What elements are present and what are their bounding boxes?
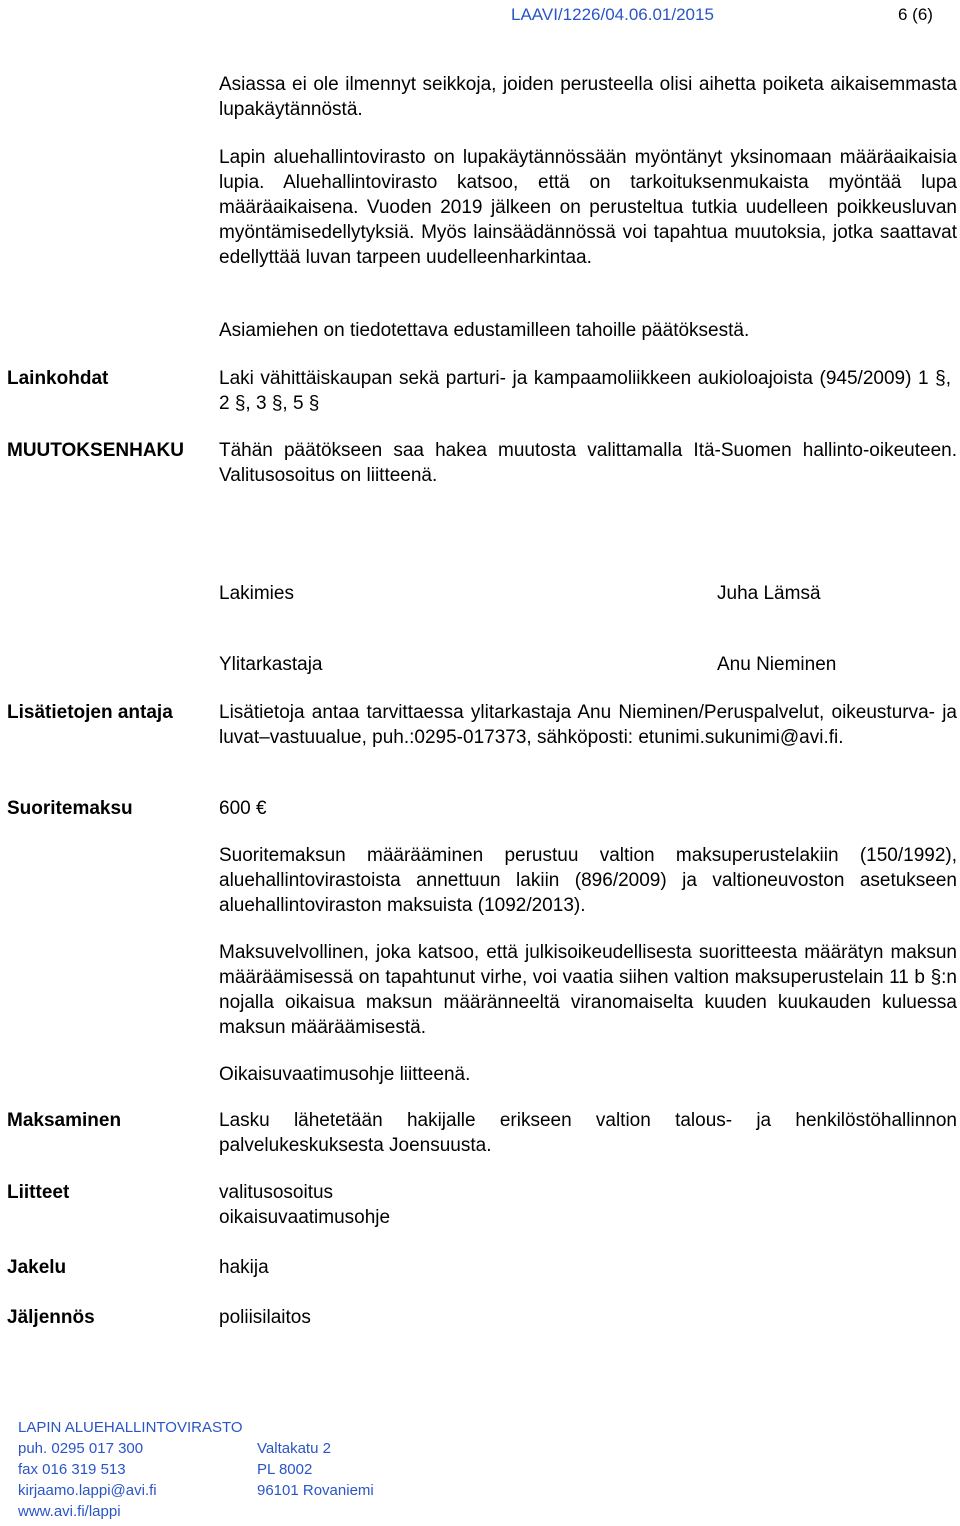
jakelu-text: hakija: [219, 1257, 269, 1278]
maksaminen-label: Maksaminen: [7, 1110, 122, 1131]
lainkohdat-text: Laki vähittäiskaupan sekä parturi- ja kampaamoliikkeen aukioloajoista (945/2009) 1 §, 2 §, 3 §, 5 §: [219, 368, 951, 414]
signature-title-inspector: Ylitarkastaja: [219, 654, 323, 675]
document-reference: LAAVI/1226/04.06.01/2015: [511, 5, 714, 24]
signature-name-inspector: Anu Nieminen: [717, 654, 837, 675]
footer-fax: fax 016 319 513: [18, 1461, 126, 1478]
footer-email: kirjaamo.lappi@avi.fi: [18, 1482, 157, 1499]
footer-website: www.avi.fi/lappi: [18, 1503, 121, 1520]
footer-postal: 96101 Rovaniemi: [257, 1482, 374, 1499]
footer-street: Valtakatu 2: [257, 1440, 331, 1457]
footer-pobox: PL 8002: [257, 1461, 313, 1478]
muutoksenhaku-label: MUUTOKSENHAKU: [7, 440, 184, 461]
liitteet-list: [219, 1180, 957, 1230]
paragraph-fixed-term-permits: Lapin aluehallintovirasto on lupakäytännössään myöntänyt yksinomaan määräaikaisia lupia. Aluehallintovirasto katsoo, että on tarkoituksenmukaista myöntää lupa määräaikaisena. Vuoden 2019 jälkeen on perusteltua tutkia uudelleen poikkeusluvan myöntämisedellytyksiä. Myös lainsäädännössä voi tapahtua muutoksia, jotka saattavat edellyttää luvan tarpeen uudelleenharkintaa.: [219, 147, 957, 268]
jaljennos-text: poliisilaitos: [219, 1307, 311, 1328]
footer-phone: puh. 0295 017 300: [18, 1440, 144, 1457]
footer-organization: LAPIN ALUEHALLINTOVIRASTO: [18, 1419, 243, 1436]
signature-name-lawyer: Juha Lämsä: [717, 583, 821, 604]
suoritemaksu-amount: 600 €: [219, 798, 267, 819]
attachment-item: oikaisuvaatimusohje: [219, 1207, 391, 1228]
suoritemaksu-instructions-note: Oikaisuvaatimusohje liitteenä.: [219, 1064, 471, 1085]
suoritemaksu-basis-text: Suoritemaksun määrääminen perustuu valtion maksuperustelakiin (150/1992), aluehallintovirastoista annettuun lakiin (896/2009) ja valtioneuvoston asetukseen aluehallintoviraston maksuista (1092/2013).: [219, 845, 957, 916]
jaljennos-label: Jäljennös: [7, 1307, 95, 1328]
maksaminen-text: Lasku lähetetään hakijalle erikseen valtion talous- ja henkilöstöhallinnon palvelukeskuksesta Joensuusta.: [219, 1110, 957, 1156]
signature-title-lawyer: Lakimies: [219, 583, 294, 604]
jakelu-label: Jakelu: [7, 1257, 67, 1278]
liitteet-label: Liitteet: [7, 1182, 70, 1203]
lisatietojen-label: Lisätietojen antaja: [7, 702, 173, 723]
lisatietojen-text: Lisätietoja antaa tarvittaessa ylitarkastaja Anu Nieminen/Peruspalvelut, oikeusturva- ja luvat–vastuualue, puh.:0295-017373, sähköposti: etunimi.sukunimi@avi.fi.: [219, 702, 957, 748]
suoritemaksu-correction-text: Maksuvelvollinen, joka katsoo, että julkisoikeudellisesta suoritteesta määrätyn maksun määräämisessä on tapahtunut virhe, voi vaatia siihen valtion maksuperustelain 11 b §:n nojalla oikaisua maksun määränneeltä viranomaiselta kuuden kuukauden kuluessa maksun määräämisestä.: [219, 942, 957, 1038]
attachment-item: valitusosoitus: [219, 1182, 334, 1203]
suoritemaksu-label: Suoritemaksu: [7, 798, 133, 819]
paragraph-agent-notice: Asiamiehen on tiedotettava edustamilleen tahoille päätöksestä.: [219, 320, 750, 341]
page-number: 6 (6): [898, 5, 933, 24]
paragraph-no-exceptions: Asiassa ei ole ilmennyt seikkoja, joiden perusteella olisi aihetta poiketa aikaisemmasta lupakäytännöstä.: [219, 74, 957, 120]
muutoksenhaku-text: Tähän päätökseen saa hakea muutosta valittamalla Itä-Suomen hallinto-oikeuteen. Valitusosoitus on liitteenä.: [219, 440, 957, 486]
lainkohdat-label: Lainkohdat: [7, 368, 109, 389]
